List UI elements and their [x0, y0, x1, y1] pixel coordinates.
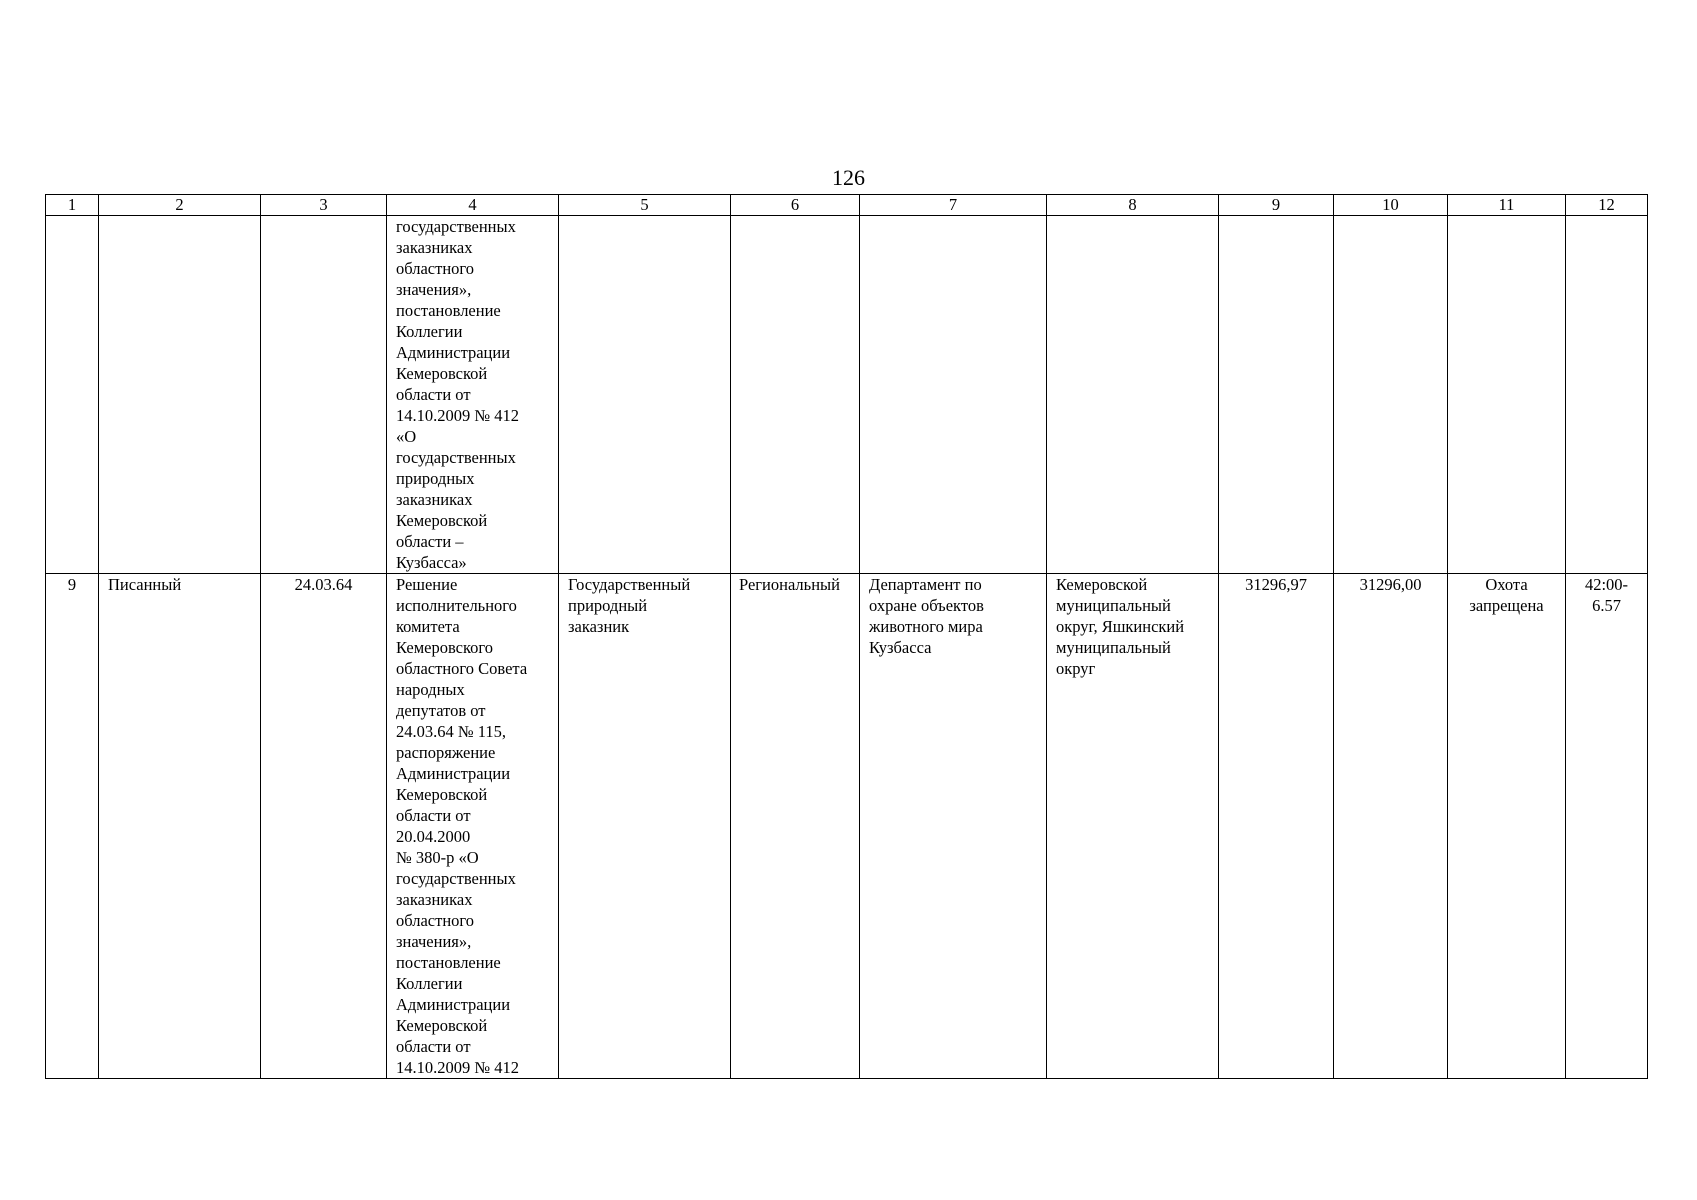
total-area-cell: 31296,97: [1219, 574, 1334, 1079]
date-cell: 24.03.64: [261, 574, 387, 1079]
table-cell: [860, 216, 1047, 574]
table-cell: [46, 216, 99, 574]
column-header: 2: [99, 195, 261, 216]
column-header: 6: [731, 195, 860, 216]
column-header: 10: [1334, 195, 1448, 216]
significance-cell: Региональный: [731, 574, 860, 1079]
table-cell: [731, 216, 860, 574]
column-header: 4: [387, 195, 559, 216]
table-cell: [99, 216, 261, 574]
column-header: 8: [1047, 195, 1219, 216]
table-cell: [261, 216, 387, 574]
header-row: [46, 195, 1648, 216]
category-cell: Государственный природный заказник: [559, 574, 731, 1079]
table-cell: [1448, 216, 1566, 574]
column-header: 9: [1219, 195, 1334, 216]
table-row: [46, 574, 1648, 1079]
legal-basis-cell: Решение исполнительного комитета Кемеровского областного Совета народных депутатов от 24.03.64 № 115, распоряжение Администрации Кемеровской области от 20.04.2000 № 380-р «О государственных заказниках областного значения», постановление Коллегии Администрации Кемеровской области от 14.10.2009 № 412: [387, 574, 559, 1079]
column-header: 3: [261, 195, 387, 216]
table-row-continued: [46, 216, 1648, 574]
coordinates-cell: 42:00- 6.57: [1566, 574, 1648, 1079]
column-header: 7: [860, 195, 1047, 216]
table-cell: [1566, 216, 1648, 574]
row-number-cell: 9: [46, 574, 99, 1079]
management-cell: Департамент по охране объектов животного мира Кузбасса: [860, 574, 1047, 1079]
area-name-cell: Писанный: [99, 574, 261, 1079]
protected-areas-table: [45, 194, 1648, 1079]
column-header: 11: [1448, 195, 1566, 216]
location-cell: Кемеровской муниципальный округ, Яшкинский муниципальный округ: [1047, 574, 1219, 1079]
table-cell: [1334, 216, 1448, 574]
regime-cell: Охота запрещена: [1448, 574, 1566, 1079]
table-cell: [1219, 216, 1334, 574]
table-cell: [559, 216, 731, 574]
column-header: 5: [559, 195, 731, 216]
hunting-area-cell: 31296,00: [1334, 574, 1448, 1079]
column-header: 12: [1566, 195, 1648, 216]
page-number: 126: [832, 165, 865, 190]
table-cell: [1047, 216, 1219, 574]
column-header: 1: [46, 195, 99, 216]
legal-basis-cell: государственных заказниках областного значения», постановление Коллегии Администрации Кемеровской области от 14.10.2009 № 412 «О государственных природных заказниках Кемеровской области – Кузбасса»: [387, 216, 559, 574]
